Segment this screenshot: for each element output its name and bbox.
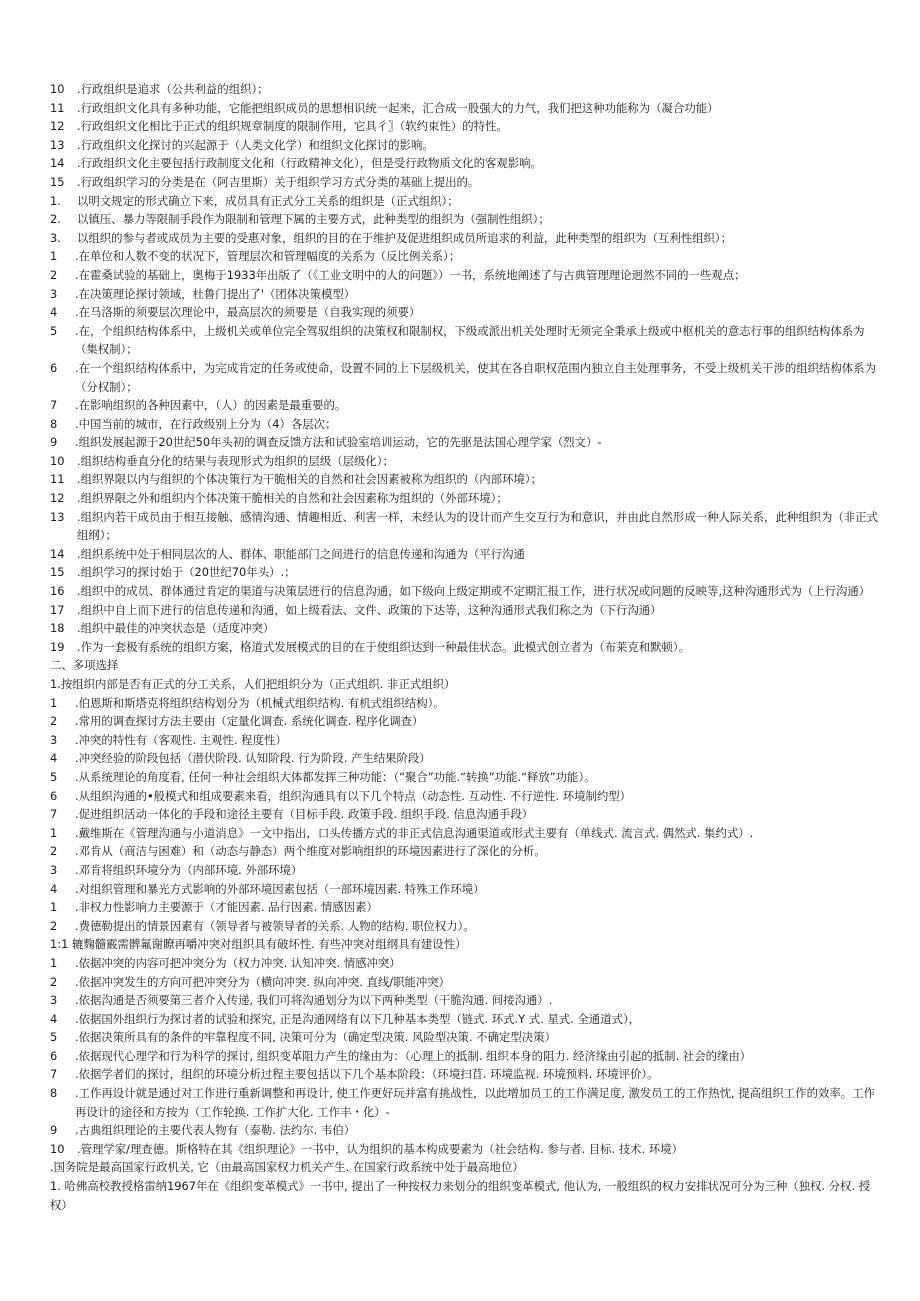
list-item <box>50 359 882 396</box>
item-number: 9 <box>50 1123 58 1138</box>
list-item <box>50 805 882 824</box>
item-number: 8 <box>50 1086 58 1101</box>
item-number: 3 <box>50 862 58 877</box>
item-number: 3 <box>50 993 58 1008</box>
item-text: .行政组织学习的分类是在（阿吉里斯）关于组织学习方式分类的基础上提出的。 <box>77 174 480 189</box>
item-number: 8 <box>50 416 58 431</box>
list-item <box>50 1121 882 1140</box>
item-number: 6 <box>50 1048 58 1063</box>
item-number: 1. <box>50 193 61 208</box>
item-text: .组织中最佳的冲突状态是（适度冲突） <box>77 621 275 636</box>
list-item <box>50 303 882 322</box>
item-text: .费德勒提出的情景因素有（领导者与被领导者的关系. 人物的结构. 职位权力）。 <box>75 918 475 933</box>
item-text: .从组织沟通的•般模式和组成要素来看，组织沟通具有以下几个特点（动态性. 互动性. 不行逆性. 环境制约型） <box>75 788 632 803</box>
item-text: .在，个组织结构体系中，上级机关或单位完全驾驭组织的决策权和限制权，下级或派出机关处理时无须完全秉承上级或中枢机关的意志行事的组织结构体系为（集权制）； <box>75 323 865 357</box>
list-item <box>50 712 882 731</box>
document-page <box>50 80 882 1214</box>
item-number: 12 <box>50 119 65 134</box>
item-number: 4 <box>50 1011 58 1026</box>
list-item <box>50 1140 882 1159</box>
list-item <box>50 861 882 880</box>
item-number: 11 <box>50 472 65 487</box>
list-item <box>50 824 882 843</box>
list-item <box>50 694 882 713</box>
item-text: .组织界限之外和组织内个体决策干脆相关的自然和社会因素称为组织的（外部环境）； <box>77 491 508 506</box>
item-number: 3 <box>50 732 58 747</box>
item-text: .组织发展起源于20世纪50年头初的调查反馈方法和试验室培训运动，它的先驱是法国心理学家（烈文）- <box>75 435 602 450</box>
item-text: .组织结构垂直分化的结果与表现形式为组织的层级（层级化）； <box>77 453 394 468</box>
list-item <box>50 898 882 917</box>
list-item <box>50 1010 882 1029</box>
item-text: .依据冲突的内容可把冲突分为（权力冲突. 认知冲突. 情感冲突） <box>75 955 401 970</box>
item-number: 15 <box>50 174 65 189</box>
item-text: .组织内若干成员由于相互接触、感情沟通、情趣相近、利害一样，未经认为的设计而产生交互行为和意识，并由此自然形成一种人际关系，此种组织为（非正式组纲）； <box>77 509 878 543</box>
list-item <box>50 1177 882 1214</box>
item-number: 17 <box>50 602 65 617</box>
list-item <box>50 136 882 155</box>
item-number: 10 <box>50 82 65 96</box>
item-text: .依据冲突发生的方向可把冲突分为（横向冲突. 纵向冲突. 直线/职能冲突） <box>75 974 451 989</box>
item-number: 13 <box>50 509 65 524</box>
item-number: 7 <box>50 398 58 413</box>
list-item <box>50 452 882 471</box>
list-item <box>50 80 882 99</box>
list-item <box>50 229 882 248</box>
list-item <box>50 991 882 1010</box>
item-text: .作为一套极有系统的组织方案，格道式发展模式的目的在于使组织达到一种最佳状态。此模式创立者为（布莱克和默顿）。 <box>77 639 691 654</box>
item-text: .在马洛斯的须要层次理论中，最高层次的须要是（自我实现的须要） <box>75 305 421 320</box>
item-text: .组织学习的探讨始于（20世纪70年头）.； <box>77 565 296 580</box>
item-text: .行政组织文化主要包括行政制度文化和（行政精神文化），但是受行政物质文化的客观影响。 <box>77 156 542 171</box>
item-number: 10 <box>50 1141 65 1156</box>
list-item <box>50 266 882 285</box>
item-text: .在决策理论探讨领域，杜鲁门提出了'（团体决策模型） <box>75 286 356 301</box>
item-number: 4 <box>50 751 58 766</box>
list-item <box>50 508 882 545</box>
item-text: .非权力性影响力主要源于（才能因素. 品行因素. 情感因素） <box>75 900 378 915</box>
item-text: .组织界限以内与组织的个体决策行为干脆相关的自然和社会因素被称为组织的（内部环境）； <box>77 472 542 487</box>
list-item <box>50 210 882 229</box>
item-text: .工作再设计就是通过对工作进行重新调整和再设计, 使工作更好玩并富有挑战性，以此增加员工的工作满足度, 激发员工的工作热忱, 提高组织工作的效率。工作再设计的途径和方按为（工作轮换. 工作扩大化. 工作丰・化）- <box>75 1086 875 1119</box>
item-text: 以镇压、暴力等限制手段作为限制和管理下属的主要方式，此种类型的组织为（强制性组织）； <box>77 212 550 227</box>
item-text: 以明文规定的形式确立下来，成员具有正式分工关系的组织是（正式组织）； <box>77 193 459 208</box>
item-text: .依据现代心理学和行为科学的探讨, 组织变革阻力产生的缘由为：（心理上的抵制. 组织本身的阻力. 经济缘由引起的抵制. 社会的缘由） <box>75 1048 752 1063</box>
item-number: 5 <box>50 1030 58 1045</box>
list-item <box>50 563 882 582</box>
item-number: 4 <box>50 305 58 320</box>
item-number: 10 <box>50 453 65 468</box>
list-item <box>50 99 882 118</box>
list-item: .国务院是最高国家行政机关, 它（由最高国家权力机关产生. 在国家行政系统中处于最高地位） <box>50 1160 524 1175</box>
item-number: 2 <box>50 714 58 729</box>
item-text: .依据决策所具有的条件的牢靠程度不同, 决策可分为（确定型决策. 风险型决策. 不确定型决策） <box>75 1030 556 1045</box>
item-text: .冲突经验的阶段包括（潜伏阶段. 认知阶段. 行为阶段. 产生结果阶段） <box>75 751 431 766</box>
item-text: .戴维斯在《管理沟通与小道消息》一文中指出，口头传播方式的非正式信息沟通渠道或形式主要有（单线式. 流言式. 偶然式. 集约式）. <box>75 825 754 840</box>
item-number: 16 <box>50 584 65 599</box>
item-text: .邓肯将组织环境分为（内部环境. 外部环境） <box>75 862 303 877</box>
item-text: .在霍桑试验的基础上，奥梅于1933年出版了（《工业文明中的人的问题》）一书，系统地阐述了与古典管理理论迥然不同的一些观点； <box>75 267 746 282</box>
item-number: 1 <box>50 900 58 915</box>
item-number: 1 <box>50 825 58 840</box>
list-item <box>50 619 882 638</box>
list-item <box>50 1047 882 1066</box>
list-item <box>50 247 882 266</box>
item-text: .组织中自上而下进行的信息传递和沟通，如上级看法、文件、政策的下达等，这种沟通形式我们称之为（下行沟通） <box>77 602 662 617</box>
item-text: .在单位和人数不变的状况下，管理层次和管理幅度的关系为（反比例关系）； <box>75 249 461 264</box>
item-text: .管理学家/理查德。斯格特在其《组织理论》一书中，认为组织的基本构成要素为（社会结构. 参与者. 目标. 技术. 环境） <box>77 1141 683 1156</box>
item-text: .常用的调查探讨方法主要由（定量化调查. 系统化调查. 程序化调查） <box>75 714 424 729</box>
item-text: .对组织管理和暴光方式影响的外部环境因素包括（一部环境因素. 特殊工作环境） <box>75 881 485 896</box>
item-number: 1 <box>50 955 58 970</box>
section-title: 二、多项选择 <box>50 658 119 673</box>
item-text: .在一个组织结构体系中，为完成肯定的任务或使命，设置不同的上下层级机关，使其在各自职权范围内独立自主处理事务，不受上级机关干涉的组织结构体系为（分权制）； <box>75 360 876 394</box>
list-item <box>50 731 882 750</box>
item-text: .组织系统中处于相同层次的人、群体、职能部门之间进行的信息传递和沟通为（平行沟通 <box>77 546 525 561</box>
list-item <box>50 582 882 601</box>
item-number: 2 <box>50 267 58 282</box>
item-number: 4 <box>50 881 58 896</box>
item-text: .依据学者们的探讨，组织的环境分析过程主要包括以下几个基本阶段：（环境扫苜. 环境监视. 环境预料. 环境评价）。 <box>75 1067 659 1082</box>
item-text: .古典组织理论的主要代表人物有（泰勒. 法约尔. 韦伯） <box>75 1123 356 1138</box>
list-item <box>50 1084 882 1121</box>
list-item <box>50 415 882 434</box>
item-number: 1 <box>50 695 58 710</box>
list-item <box>50 954 882 973</box>
item-text: .行政组织是追求（公共利益的组织）； <box>77 82 269 96</box>
list-item <box>50 1065 882 1084</box>
item-number: 5 <box>50 769 58 784</box>
item-text: 1. 哈佛高校教授格雷纳1967年在《组织变革模式》一书中, 提出了一种按权力来划分的组织变革模式, 他认为, 一般组织的权力安排状况可分为三种（独权. 分权. 授权） <box>50 1179 871 1212</box>
item-number: 12 <box>50 491 65 506</box>
list-item <box>50 880 882 899</box>
item-text: .行政组织文化具有多种功能，它能把组织成员的思想相识统一起来，汇合成一股强大的力气，我们把这种功能称为（凝合功能） <box>77 100 719 115</box>
list-item <box>50 1028 882 1047</box>
item-text: .促进组织活动一体化的手段和途径主要有（目标手段. 政策手段. 组织手段. 信息沟通手段） <box>75 807 534 822</box>
item-number: 7 <box>50 1067 58 1082</box>
list-item <box>50 433 882 452</box>
list-item <box>50 973 882 992</box>
item-text: .依据国外组织行为探讨者的试验和探究, 正是沟通网络有以下几种基本类型（链式. 环式.Y 式. 星式. 全通道式）， <box>75 1011 641 1026</box>
list-item: 1:1 辘麴髓霰需髀氟谢瞭再嚼冲突对组织具有破坏性. 有些冲突对组纲具有建设性） <box>50 937 467 952</box>
list-item: 1.按组织内部是否有正式的分工关系，人们把组织分为（正式组织. 非正式组织） <box>50 677 456 691</box>
list-item <box>50 601 882 620</box>
item-text: 以组织的参与者或成员为主要的受惠对象，组织的目的在于维护及促进组织成员所追求的利益，此种类型的组织为（互利性组织）； <box>77 230 732 245</box>
list-item <box>50 173 882 192</box>
item-number: 18 <box>50 621 65 636</box>
item-text: .行政组织文化探讨的兴起源于（人类文化学）和组织文化探讨的影响。 <box>77 137 434 152</box>
item-number: 6 <box>50 360 58 375</box>
list-item <box>50 787 882 806</box>
item-text: .依据沟通是否须要第三者介入传递, 我们可将沟通划分为以下两种类型（干脆沟通. 间接沟通）. <box>75 993 553 1008</box>
item-number: 6 <box>50 788 58 803</box>
list-item <box>50 470 882 489</box>
item-number: 14 <box>50 156 65 171</box>
item-number: 15 <box>50 565 65 580</box>
list-item <box>50 117 882 136</box>
item-number: 5 <box>50 323 58 338</box>
list-item <box>50 489 882 508</box>
item-number: 1 <box>50 249 58 264</box>
item-number: 3 <box>50 286 58 301</box>
item-text: .冲突的特性有（客观性. 主观性. 程度性） <box>75 732 287 747</box>
item-text: .行政组织文化相比于正式的组织规章制度的限制作用，它具彳〗（软约束性）的特性。 <box>77 119 508 134</box>
list-item <box>50 154 882 173</box>
item-number: 13 <box>50 137 65 152</box>
item-number: 19 <box>50 639 65 654</box>
item-text: .邓肯从（商洁与困难）和（动态与静态）两个维度对影响组织的环境因素进行了深化的分析。 <box>75 844 546 859</box>
item-text: .伯恩斯和斯塔克将组织结构划分为（机械式组织结构. 有机式组织结构）。 <box>75 695 445 710</box>
item-text: .组织中的成员、群体通过肯定的渠道与决策层进行的信息沟通，如下级向上级定期或不定期汇报工作，进行状况或问题的反映等,这种沟通形式为（上行沟通） <box>77 584 871 599</box>
item-text: .在影响组织的各种因素中，（人）的因素是最重要的。 <box>75 398 347 413</box>
list-item <box>50 545 882 564</box>
list-item <box>50 192 882 211</box>
item-text: .中国当前的城市，在行政级别上分为（4）各层次； <box>75 416 337 431</box>
list-item <box>50 768 882 787</box>
item-number: 2 <box>50 918 58 933</box>
item-number: 2. <box>50 212 61 227</box>
item-number: 2 <box>50 844 58 859</box>
list-item <box>50 917 882 936</box>
item-number: 2 <box>50 974 58 989</box>
list-item <box>50 322 882 359</box>
item-text: .从系统理论的角度看, 任何一种社会组织大体都发挥三种功能：（“聚合”功能.“转换”功能.“释放”功能）。 <box>75 769 596 784</box>
list-item <box>50 285 882 304</box>
item-number: 7 <box>50 807 58 822</box>
item-number: 9 <box>50 435 58 450</box>
item-number: 14 <box>50 546 65 561</box>
list-item <box>50 842 882 861</box>
list-item <box>50 749 882 768</box>
item-number: 11 <box>50 100 65 115</box>
list-item <box>50 396 882 415</box>
item-number: 3. <box>50 230 61 245</box>
list-item <box>50 638 882 657</box>
